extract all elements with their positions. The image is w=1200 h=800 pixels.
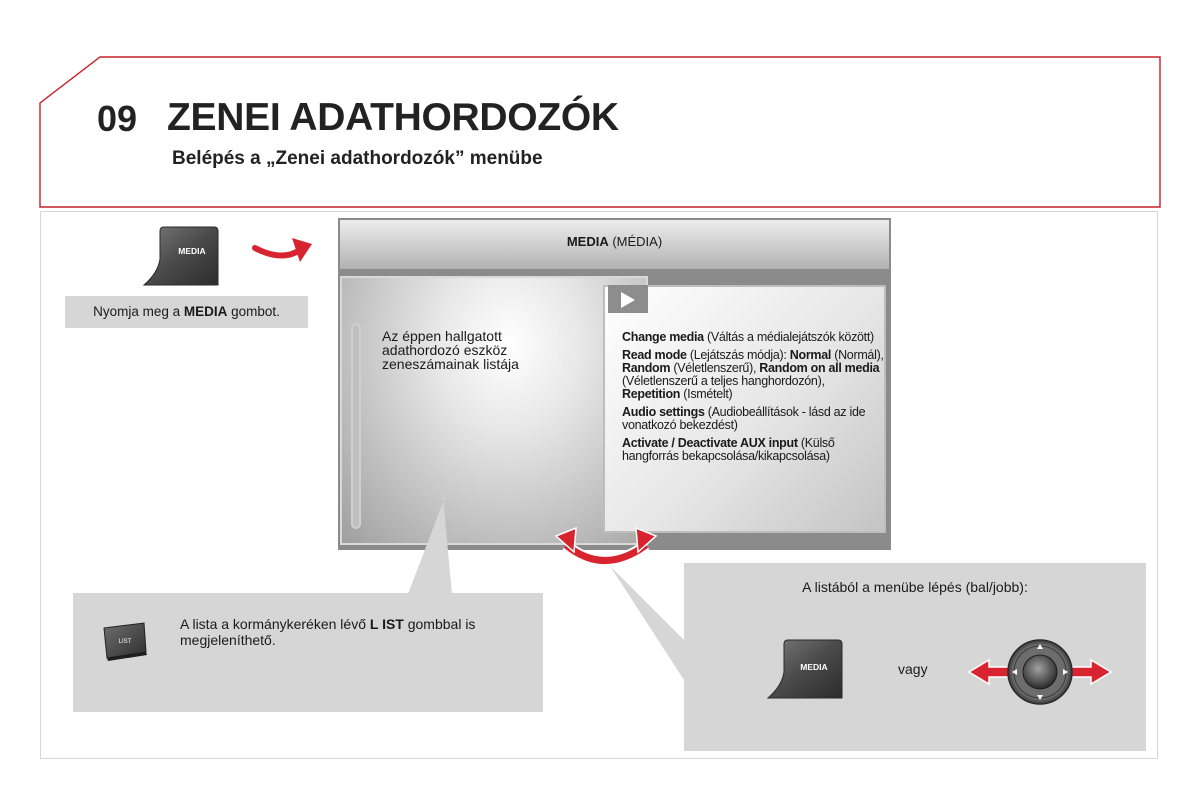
menu-item-text: (Véletlenszerű),: [670, 361, 760, 375]
media-key-label: MEDIA: [178, 246, 206, 256]
menu-item-text: (Audiobeállítások - lásd az ide vonatkozó bekezdést): [622, 405, 866, 432]
media-button-image: [140, 223, 220, 289]
instruction-bold: MEDIA: [183, 304, 228, 319]
track-list-description: Az éppen hallgatott adathordozó eszköz zeneszámainak listája: [382, 328, 519, 372]
menu-item-bold: Audio settings: [622, 405, 705, 419]
menu-item-text: (Véletlenszerű a teljes hanghordozón),: [622, 374, 825, 388]
arrow-right-icon: [1069, 660, 1111, 684]
list-scrollbar: [351, 323, 361, 529]
menu-item-bold: Change media: [622, 330, 704, 344]
list-text-prefix: A lista a kormánykeréken lévő: [180, 616, 370, 632]
chapter-number: 09: [97, 98, 138, 139]
list-key-label: LIST: [118, 639, 132, 645]
instruction-prefix: Nyomja meg a: [93, 304, 184, 319]
menu-item: [622, 437, 884, 463]
menu-item-text: (Külső hangforrás bekapcsolása/kikapcsolása): [622, 436, 835, 463]
list-text-suffix: gombbal is megjeleníthető.: [180, 616, 476, 648]
menu-item: [622, 331, 884, 344]
screen-title-bold: MEDIA: [566, 234, 609, 249]
menu-item-text: (Lejátszás módja):: [686, 348, 790, 362]
menu-item: [622, 406, 884, 432]
navigation-callout-title: A listából a menübe lépés (bal/jobb):: [802, 579, 1028, 595]
media-key-label-nav: MEDIA: [800, 662, 828, 672]
play-icon: [621, 292, 635, 308]
or-label: vagy: [898, 661, 928, 677]
list-callout-text: [180, 616, 530, 648]
list-text-bold: L IST: [369, 616, 404, 632]
track-list-pane: [340, 276, 648, 545]
instruction-suffix: gombot.: [227, 304, 280, 319]
press-media-instruction: [65, 296, 308, 328]
screen-title-rest: (MÉDIA): [608, 234, 663, 249]
menu-item-bold: Random: [622, 361, 671, 375]
menu-item: [622, 349, 884, 401]
menu-item-text: (Ismételt): [680, 387, 733, 401]
menu-item-bold: Normal: [789, 348, 832, 362]
media-menu-items: [622, 331, 884, 468]
menu-item-bold: Read mode: [622, 348, 687, 362]
menu-item-text: (Váltás a médialejátszók között): [703, 330, 874, 344]
chapter-title: ZENEI ADATHORDOZÓK: [167, 96, 619, 139]
arrow-left-icon: [969, 660, 1011, 684]
chapter-subtitle: Belépés a „Zenei adathordozók” menübe: [172, 148, 543, 169]
rotary-dial-image: [965, 636, 1115, 708]
media-button-image-nav: [764, 636, 844, 702]
menu-item-bold: Activate / Deactivate AUX input: [622, 436, 798, 450]
menu-item-text: (Normál),: [831, 348, 884, 362]
menu-item-bold: Random on all media: [759, 361, 880, 375]
list-button-image: [101, 620, 149, 662]
screen-title-bar: [340, 220, 889, 269]
menu-item-bold: Repetition: [622, 387, 681, 401]
